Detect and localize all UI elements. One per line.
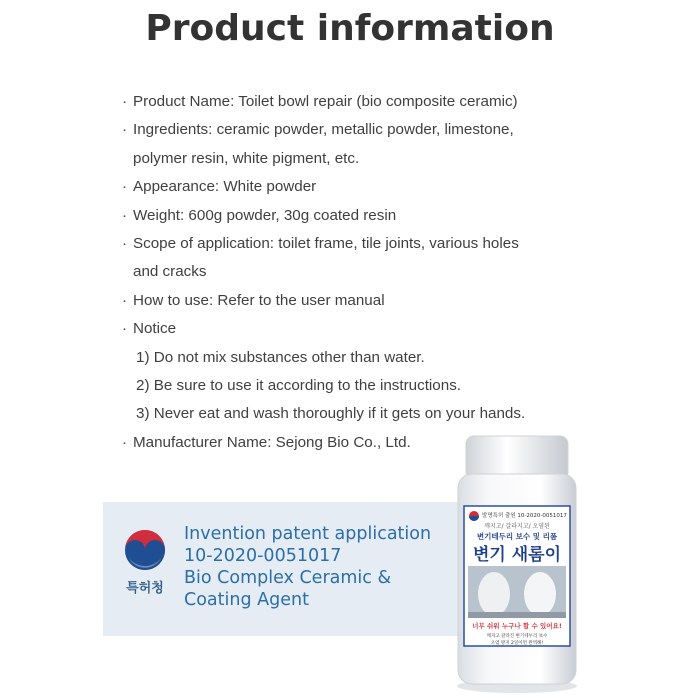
jar-sub-label: 깨지고/ 갈라지고/ 오염된 xyxy=(484,523,550,530)
jar-bottom-1: 깨지고 갈라진 변기테두리 보수 xyxy=(486,634,548,639)
notice-item-1: 1) Do not mix substances other than water. xyxy=(136,348,425,366)
info-weight xyxy=(118,202,588,230)
patent-line-3: Bio Complex Ceramic & xyxy=(184,568,392,588)
info-text: Product Name: Toilet bowl repair (bio composite ceramic) xyxy=(133,93,518,110)
info-text: Scope of application: toilet frame, tile joints, various holes xyxy=(133,235,519,253)
info-text: Appearance: White powder xyxy=(133,178,317,196)
notice-item-3: 3) Never eat and wash thoroughly if it gets on your hands. xyxy=(136,405,526,423)
jar-top-label: 발명특허 출원 10-2020-0051017 xyxy=(482,513,567,519)
bullet: · xyxy=(122,121,128,139)
product-jar-image xyxy=(452,432,582,694)
info-scope xyxy=(118,230,588,258)
info-product-name xyxy=(118,88,588,116)
bullet: · xyxy=(122,320,128,338)
patent-line-4: Coating Agent xyxy=(184,590,309,610)
info-scope-cont: and cracks xyxy=(133,263,207,281)
patent-panel xyxy=(103,502,478,636)
bullet: · xyxy=(122,433,128,451)
info-ingredients xyxy=(118,116,588,144)
info-ingredients-cont: polymer resin, white pigment, etc. xyxy=(133,149,360,167)
info-text: Notice xyxy=(133,320,177,338)
bullet: · xyxy=(122,206,128,224)
product-info-list xyxy=(118,88,588,457)
bullet: · xyxy=(122,291,128,309)
patent-number: 10-2020-0051017 xyxy=(184,546,342,566)
patent-line-1: Invention patent application xyxy=(184,524,432,544)
info-how-to-use xyxy=(118,287,588,315)
page-title: Product information xyxy=(145,8,555,49)
jar-brand: 변기 새롬이 xyxy=(472,545,562,565)
patent-text xyxy=(184,523,474,611)
bullet: · xyxy=(122,93,128,110)
info-text: Ingredients: ceramic powder, metallic powder, limestone, xyxy=(133,121,514,139)
patent-office-label: 특허청 xyxy=(126,581,164,596)
info-appearance xyxy=(118,173,588,201)
jar-desc-label: 변기테두리 보수 및 리폼 xyxy=(476,532,558,541)
bullet: · xyxy=(122,178,128,196)
jar-slogan: 너무 쉬워 누구나 할 수 있어요! xyxy=(472,622,562,630)
jar-bottom-2: 오염 방지 2일이면 완벽해! xyxy=(490,641,544,646)
bullet: · xyxy=(122,235,128,253)
info-text: Weight: 600g powder, 30g coated resin xyxy=(133,206,397,224)
info-text: Manufacturer Name: Sejong Bio Co., Ltd. xyxy=(133,433,411,451)
taegeuk-emblem-icon xyxy=(123,528,167,572)
info-notice xyxy=(118,315,588,343)
info-text: How to use: Refer to the user manual xyxy=(133,291,385,309)
notice-item-2: 2) Be sure to use it according to the instructions. xyxy=(136,377,462,395)
